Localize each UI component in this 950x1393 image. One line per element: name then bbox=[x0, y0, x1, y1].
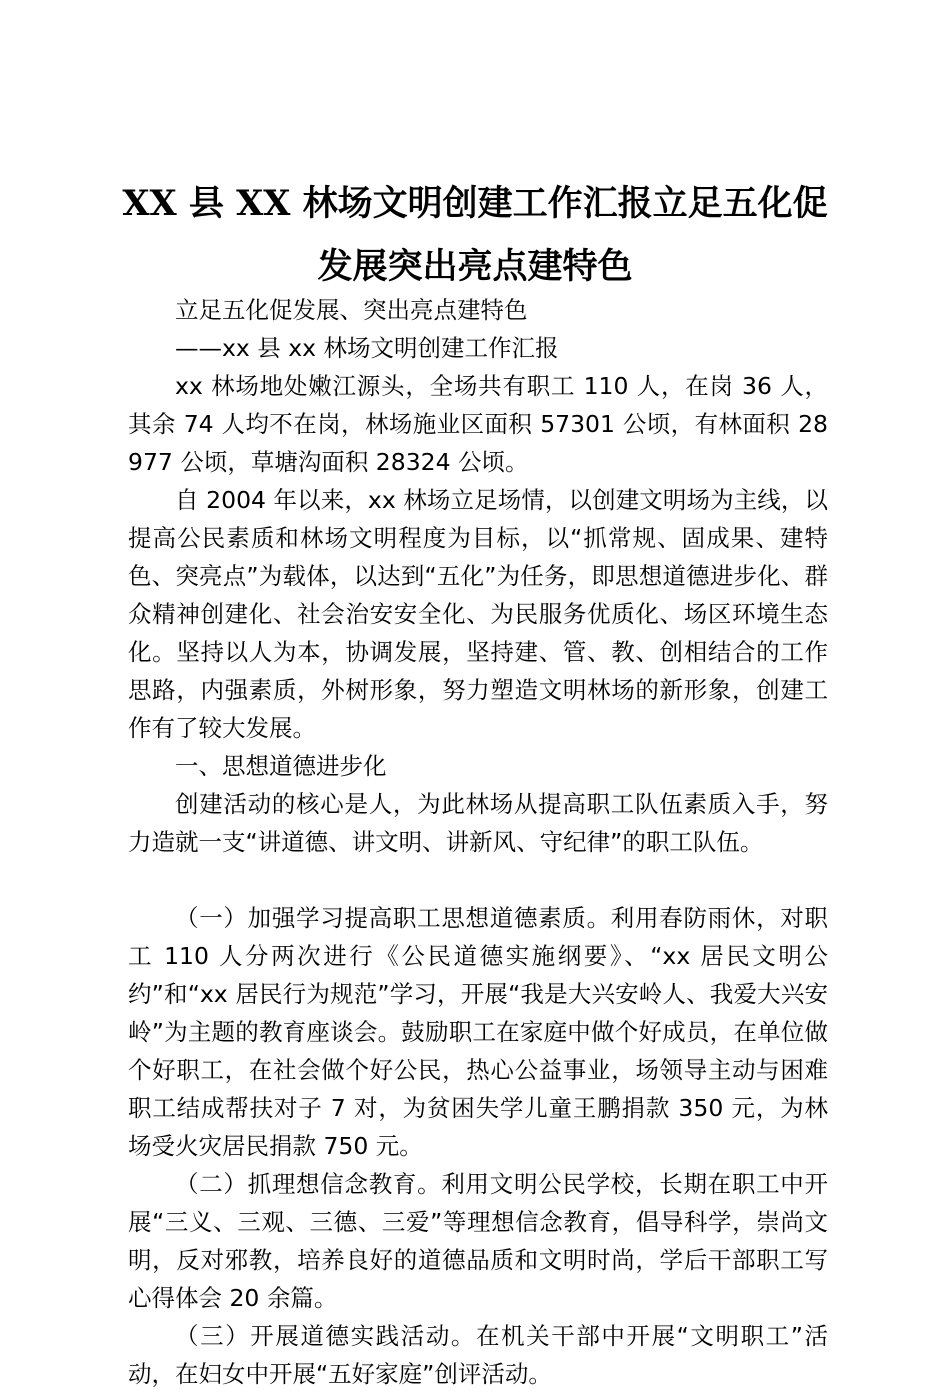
document-title-line-1: XX 县 XX 林场文明创建工作汇报立足五化促 bbox=[122, 183, 828, 224]
document-body bbox=[128, 291, 828, 1393]
section-heading-1: 一、思想道德进步化 bbox=[175, 752, 387, 780]
subtitle: 立足五化促发展、突出亮点建特色 bbox=[175, 296, 528, 324]
paragraph-item-1: （一）加强学习提高职工思想道德素质。利用春防雨休，对职工 110 人分两次进行《公民道德实施纲要》、“xx 居民文明公约”和“xx 居民行为规范”学习，开展“我是大兴安岭人、我爱大兴安岭”为主题的教育座谈会。鼓励职工在家庭中做个好成员，在单位做个好职工，在社会做个好公民，热心公益事业，场领导主动与困难职工结成帮扶对子 7 对，为贫困失学儿童王鹏捐款 350 元，为林场受火灾居民捐款 750 元。 bbox=[128, 904, 828, 1160]
paragraph-background: 自 2004 年以来，xx 林场立足场情，以创建文明场为主线，以提高公民素质和林场文明程度为目标，以“抓常规、固成果、建特色、突亮点”为载体，以达到“五化”为任务，即思想道德进步化、群众精神创建化、社会治安安全化、为民服务优质化、场区环境生态化。坚持以人为本，协调发展，坚持建、管、教、创相结合的工作思路，内强素质，外树形象，努力塑造文明林场的新形象，创建工作有了较大发展。 bbox=[128, 486, 828, 742]
paragraph-overview: xx 林场地处嫩江源头，全场共有职工 110 人，在岗 36 人，其余 74 人均不在岗，林场施业区面积 57301 公顷，有林面积 28977 公顷，草塘沟面积 28324 公顷。 bbox=[128, 372, 828, 476]
document-title-line-2: 发展突出亮点建特色 bbox=[317, 246, 633, 287]
byline: ——xx 县 xx 林场文明创建工作汇报 bbox=[175, 334, 559, 362]
paragraph-item-3: （三）开展道德实践活动。在机关干部中开展“文明职工”活动，在妇女中开展“五好家庭”创评活动。 bbox=[128, 1322, 828, 1388]
paragraph-section-1-intro: 创建活动的核心是人，为此林场从提高职工队伍素质入手，努力造就一支“讲道德、讲文明、讲新风、守纪律”的职工队伍。 bbox=[128, 790, 828, 856]
paragraph-item-2: （二）抓理想信念教育。利用文明公民学校，长期在职工中开展“三义、三观、三德、三爱”等理想信念教育，倡导科学，崇尚文明，反对邪教，培养良好的道德品质和文明时尚，学后干部职工写心得体会 20 余篇。 bbox=[128, 1170, 828, 1312]
